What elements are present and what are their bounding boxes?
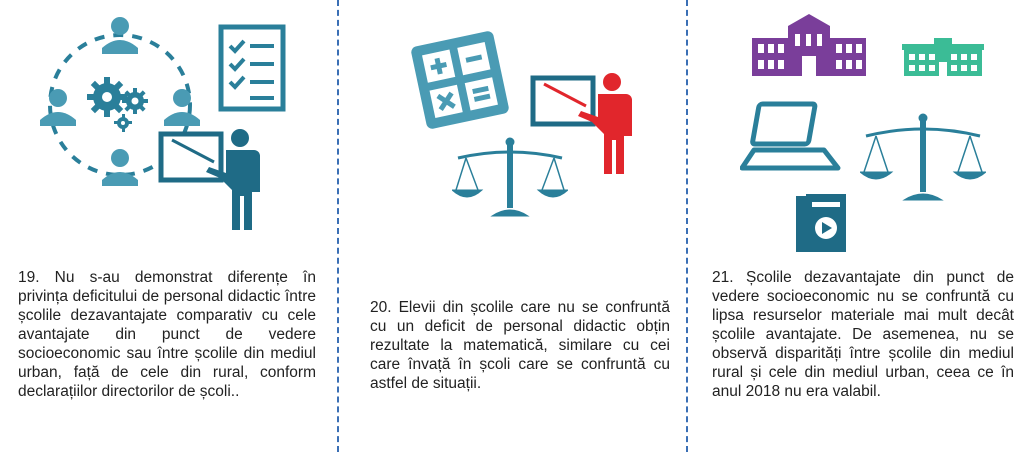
video-book-icon (794, 192, 848, 254)
rural-school-icon (900, 38, 986, 78)
caption-20: 20. Elevii din școlile care nu se confruntă cu un deficit de personal didactic obțin rezultate la matematică, similare cu cei care învață în școli care se confruntă cu astfel de situații. (370, 299, 670, 392)
balance-scale-icon (452, 136, 568, 220)
gears-icon (85, 75, 155, 135)
balance-scale-icon (860, 112, 986, 204)
school-building-icon (750, 12, 868, 78)
caption-19: 19. Nu s-au demonstrat diferențe în privința deficitului de personal didactic între școlile dezavantajate comparativ cu cele avantajate din punct de vedere socioeconomic sau între școlile din mediul urban, față de cele din rural, conform declarațiilor directorilor de școli.. (18, 269, 316, 400)
panel-19 (0, 0, 337, 452)
laptop-icon (740, 100, 844, 172)
checklist-icon (218, 24, 286, 112)
panel-21 (688, 0, 1024, 452)
caption-21: 21. Școlile dezavantajate din punct de vedere socioeconomic nu se confruntă cu lipsa resurselor materiale mai mult decât școlile avantajate. De asemenea, nu se observă disparități între școlile din mediul rural și cele din mediul urban, ceea ce în anul 2018 nu era valabil. (712, 269, 1014, 400)
teacher-board-icon (158, 128, 268, 234)
panel-20 (338, 0, 686, 452)
math-symbols-icon (410, 30, 510, 130)
